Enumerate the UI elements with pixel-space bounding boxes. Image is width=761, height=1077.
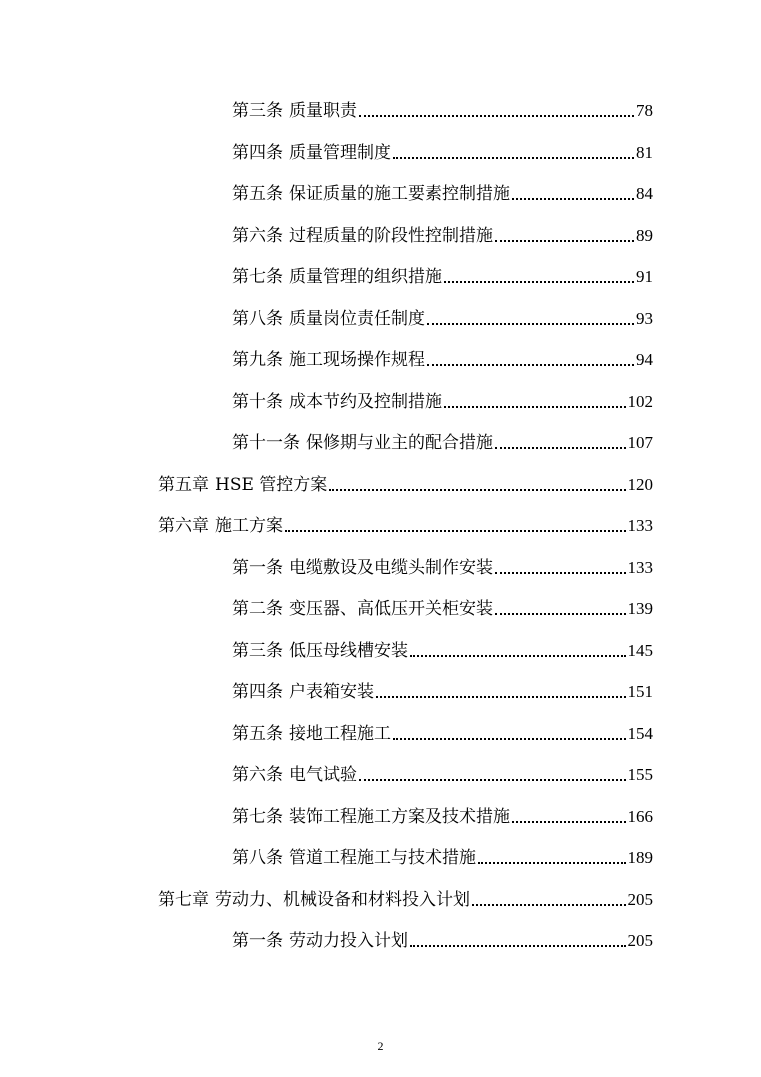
dot-leader <box>359 115 634 117</box>
toc-entry-page: 81 <box>636 143 653 162</box>
toc-entry-title: 施工方案 <box>215 516 283 536</box>
dot-leader <box>512 821 626 823</box>
dot-leader <box>495 447 626 449</box>
toc-entry[interactable] <box>232 138 653 164</box>
toc-entry-title: 劳动力、机械设备和材料投入计划 <box>215 890 470 910</box>
toc-entry[interactable] <box>232 221 653 247</box>
dot-leader <box>472 904 626 906</box>
toc-entry-number: 第十一条 <box>232 433 300 453</box>
toc-entry-number: 第三条 <box>232 641 283 661</box>
toc-entry-title: 电气试验 <box>289 765 357 785</box>
toc-entry[interactable] <box>232 594 653 620</box>
toc-entry-title: 接地工程施工 <box>289 724 391 744</box>
toc-entry-title: 保修期与业主的配合措施 <box>306 433 493 453</box>
toc-entry-number: 第八条 <box>232 848 283 868</box>
toc-entry-page: 133 <box>627 516 653 535</box>
dot-leader <box>393 738 626 740</box>
toc-entry-number: 第三条 <box>232 101 283 121</box>
toc-entry-number: 第七条 <box>232 267 283 287</box>
dot-leader <box>478 862 626 864</box>
toc-entry-number: 第九条 <box>232 350 283 370</box>
dot-leader <box>410 945 626 947</box>
toc-entry-page: 107 <box>627 433 653 452</box>
toc-entry-page: 84 <box>636 184 653 203</box>
toc-chapter-entry[interactable] <box>158 511 653 537</box>
dot-leader <box>329 489 625 491</box>
page-number: 2 <box>377 1039 384 1053</box>
toc-entry-number: 第七条 <box>232 807 283 827</box>
toc-entry-number: 第一条 <box>232 558 283 578</box>
toc-entry-page: 93 <box>636 309 653 328</box>
toc-entry-title: 质量职责 <box>289 101 357 121</box>
toc-entry-page: 102 <box>627 392 653 411</box>
dot-leader <box>495 613 626 615</box>
toc-entry-page: 145 <box>627 641 653 660</box>
toc-entry[interactable] <box>232 345 653 371</box>
toc-entry[interactable] <box>232 802 653 828</box>
toc-entry-page: 205 <box>627 890 653 909</box>
toc-entry-page: 139 <box>627 599 653 618</box>
toc-entry-number: 第二条 <box>232 599 283 619</box>
toc-entry-title: 装饰工程施工方案及技术措施 <box>289 807 510 827</box>
toc-entry-number: 第六条 <box>232 765 283 785</box>
toc-entry[interactable] <box>232 719 653 745</box>
dot-leader <box>410 655 626 657</box>
toc-entry-title: 变压器、高低压开关柜安装 <box>289 599 493 619</box>
toc-entry-number: 第四条 <box>232 143 283 163</box>
toc-entry-number: 第六章 <box>158 516 209 536</box>
toc-entry[interactable] <box>232 262 653 288</box>
toc-entry-number: 第五条 <box>232 724 283 744</box>
toc-entry[interactable] <box>232 843 653 869</box>
dot-leader <box>512 198 634 200</box>
toc-chapter-entry[interactable] <box>158 470 653 496</box>
toc-entry[interactable] <box>232 760 653 786</box>
toc-entry-page: 155 <box>627 765 653 784</box>
dot-leader <box>444 281 634 283</box>
toc-entry[interactable] <box>232 304 653 330</box>
dot-leader <box>393 157 634 159</box>
toc-entry-page: 91 <box>636 267 653 286</box>
toc-entry-page: 133 <box>627 558 653 577</box>
toc-entry-page: 154 <box>627 724 653 743</box>
toc-entry-number: 第六条 <box>232 226 283 246</box>
toc-entry-page: 78 <box>636 101 653 120</box>
toc-entry[interactable] <box>232 636 653 662</box>
toc-entry-page: 89 <box>636 226 653 245</box>
toc-entry-title: 保证质量的施工要素控制措施 <box>289 184 510 204</box>
toc-entry-title: 低压母线槽安装 <box>289 641 408 661</box>
dot-leader <box>427 364 634 366</box>
toc-entry-page: 120 <box>627 475 653 494</box>
toc-entry-title: 质量管理的组织措施 <box>289 267 442 287</box>
toc-entry-number: 第八条 <box>232 309 283 329</box>
toc-entry-title: 施工现场操作规程 <box>289 350 425 370</box>
toc-entry[interactable] <box>232 926 653 952</box>
toc-entry-title: 质量管理制度 <box>289 143 391 163</box>
dot-leader <box>427 323 634 325</box>
toc-entry-title: 管道工程施工与技术措施 <box>289 848 476 868</box>
toc-entry-number: 第十条 <box>232 392 283 412</box>
toc-entry-title: 质量岗位责任制度 <box>289 309 425 329</box>
toc-entry-page: 151 <box>627 682 653 701</box>
toc-entry-number: 第四条 <box>232 682 283 702</box>
toc-entry-page: 205 <box>627 931 653 950</box>
toc-entry-title: HSE 管控方案 <box>215 475 328 495</box>
toc-chapter-entry[interactable] <box>158 885 653 911</box>
dot-leader <box>285 530 626 532</box>
dot-leader <box>495 240 634 242</box>
toc-entry[interactable] <box>232 96 653 122</box>
dot-leader <box>495 572 626 574</box>
toc-entry-page: 189 <box>627 848 653 867</box>
toc-entry-number: 第七章 <box>158 890 209 910</box>
dot-leader <box>359 779 626 781</box>
toc-entry-number: 第五章 <box>158 475 209 495</box>
toc-entry-number: 第五条 <box>232 184 283 204</box>
toc-entry-title: 户表箱安装 <box>289 682 374 702</box>
toc-entry-page: 94 <box>636 350 653 369</box>
dot-leader <box>376 696 626 698</box>
toc-entry[interactable] <box>232 179 653 205</box>
toc-entry-title: 劳动力投入计划 <box>289 931 408 951</box>
toc-entry-number: 第一条 <box>232 931 283 951</box>
toc-entry-page: 166 <box>627 807 653 826</box>
toc-entry[interactable] <box>232 677 653 703</box>
toc-entry-title: 电缆敷设及电缆头制作安装 <box>289 558 493 578</box>
toc-entry[interactable] <box>232 553 653 579</box>
toc-entry-title: 成本节约及控制措施 <box>289 392 442 412</box>
toc-entry[interactable] <box>232 428 653 454</box>
toc-entry[interactable] <box>232 387 653 413</box>
toc-entry-title: 过程质量的阶段性控制措施 <box>289 226 493 246</box>
dot-leader <box>444 406 626 408</box>
